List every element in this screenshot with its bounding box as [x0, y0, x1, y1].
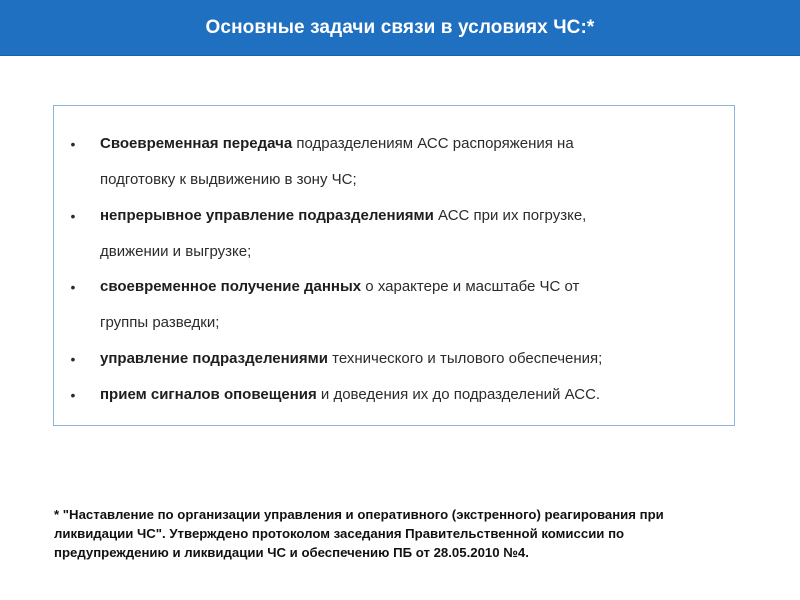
bullet-icon: •: [70, 387, 76, 403]
task-text: [100, 341, 700, 377]
bullet-icon: •: [70, 351, 76, 367]
task-rest: о характере и масштабе ЧС от: [361, 278, 580, 295]
task-bold-phrase: управление подразделениями: [100, 350, 328, 367]
task-rest: АСС при их погрузке,: [433, 207, 587, 224]
task-bold-phrase: Своевременная передача: [100, 135, 293, 152]
title-bar: [0, 0, 800, 56]
task-bold-phrase: непрерывное управление подразделениями: [100, 207, 434, 224]
task-bold-phrase: своевременное получение данных: [100, 278, 362, 295]
task-text: [100, 198, 700, 270]
tasks-box: [53, 105, 735, 426]
bullet-icon: •: [70, 208, 76, 224]
footnote-line: * "Наставление по организации управления и оперативного (экстренного) реагирования при: [54, 507, 664, 522]
task-text: [100, 126, 700, 198]
task-rest: и доведения их до подразделений АСС.: [316, 386, 601, 403]
task-continuation: группы разведки;: [100, 314, 220, 331]
footnote-line: ликвидации ЧС". Утверждено протоколом заседания Правительственной комиссии по: [54, 526, 625, 541]
slide-title: Основные задачи связи в условиях ЧС:*: [205, 16, 595, 38]
task-text: [100, 269, 700, 341]
footnote-line: предупреждению и ликвидации ЧС и обеспечению ПБ от 28.05.2010 №4.: [54, 545, 529, 560]
task-rest: подразделениям АСС распоряжения на: [292, 135, 574, 152]
task-text: [100, 377, 700, 413]
bullet-icon: •: [70, 136, 76, 152]
footnote: [54, 505, 769, 562]
task-continuation: подготовку к выдвижению в зону ЧС;: [100, 171, 357, 188]
task-bold-phrase: прием сигналов оповещения: [100, 386, 317, 403]
bullet-icon: •: [70, 279, 76, 295]
task-continuation: движении и выгрузке;: [100, 243, 252, 260]
task-rest: технического и тылового обеспечения;: [327, 350, 603, 367]
